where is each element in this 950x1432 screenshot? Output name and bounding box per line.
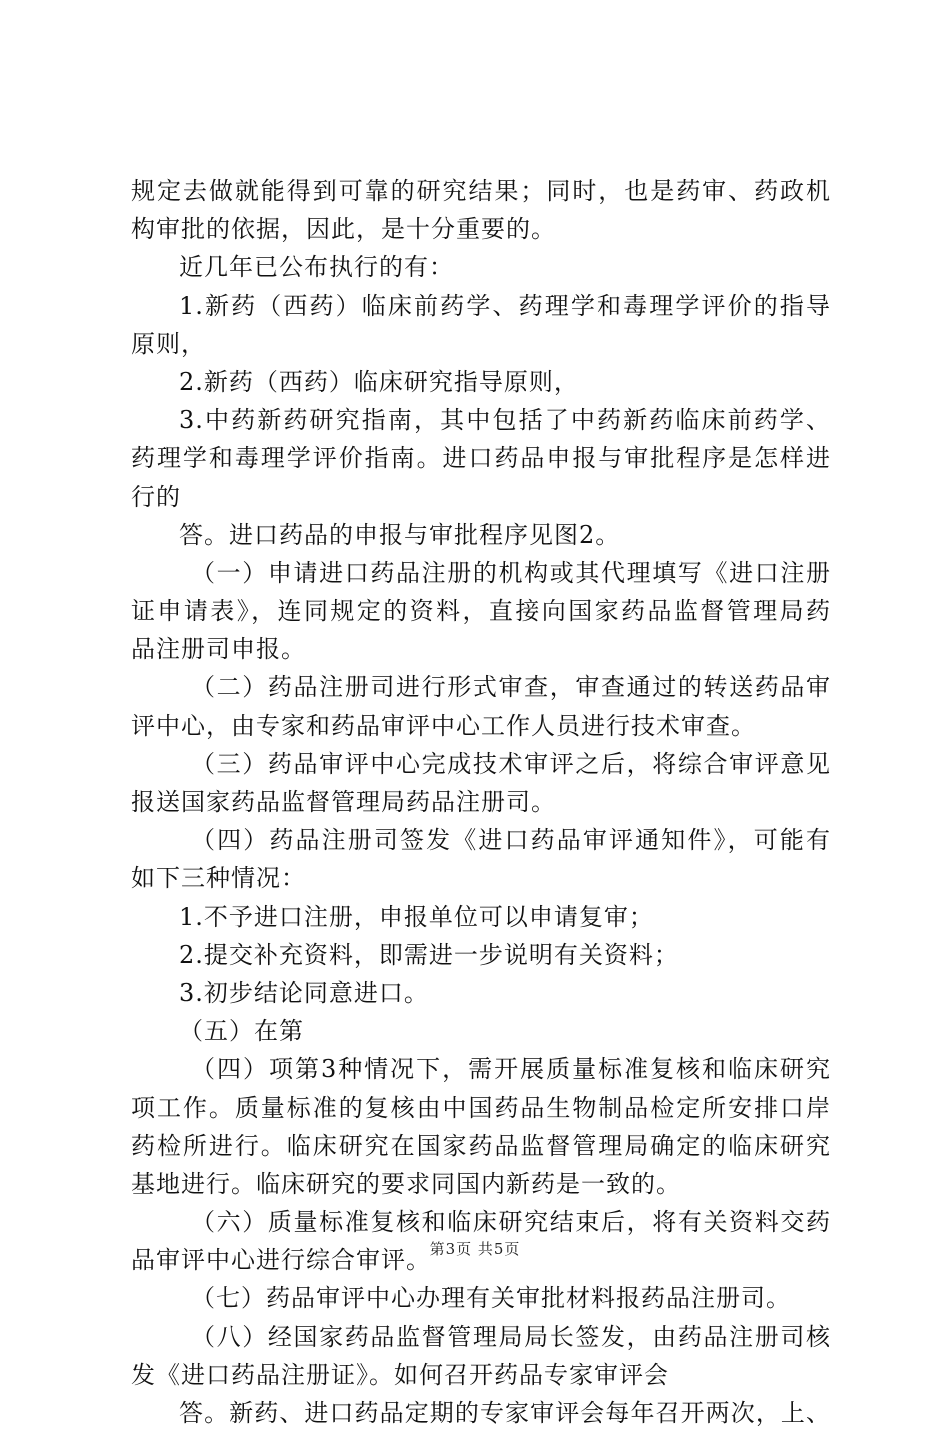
text-line: 3.中药新药研究指南，其中包括了中药新药临床前药学、	[179, 406, 831, 435]
text-line: 药理学和毒理学评价指南。进口药品申报与审批程序是怎样进	[131, 444, 831, 473]
text-line: 证申请表》，连同规定的资料，直接向国家药品监督管理局药	[131, 597, 831, 626]
text-line: （三）药品审评中心完成技术审评之后，将综合审评意见	[191, 749, 831, 778]
text-line: 项工作。质量标准的复核由中国药品生物制品检定所安排口岸	[131, 1093, 831, 1122]
text-line: 报送国家药品监督管理局药品注册司。	[131, 788, 556, 816]
text-line: 行的	[131, 482, 181, 511]
text-line: 2.提交补充资料，即需进一步说明有关资料；	[179, 940, 679, 969]
text-line: 品审评中心进行综合审评。	[131, 1246, 431, 1275]
text-line: 1.不予进口注册，申报单位可以申请复审；	[179, 902, 654, 931]
text-line: （八）经国家药品监督管理局局长签发，由药品注册司核	[191, 1322, 831, 1351]
text-line: 发《进口药品注册证》。如何召开药品专家审评会	[131, 1360, 669, 1389]
text-line: 基地进行。临床研究的要求同国内新药是一致的。	[131, 1169, 681, 1198]
text-line: 评中心，由专家和药品审评中心工作人员进行技术审查。	[131, 711, 756, 740]
text-line: （四）项第3种情况下，需开展质量标准复核和临床研究	[191, 1055, 831, 1084]
text-line: （四）药品注册司签发《进口药品审评通知件》，可能有	[191, 826, 831, 855]
text-line: （七）药品审评中心办理有关审批材料报药品注册司。	[191, 1284, 791, 1313]
text-line: （五）在第	[179, 1017, 304, 1046]
text-line: 药检所进行。临床研究在国家药品监督管理局确定的临床研究	[131, 1131, 831, 1160]
text-line: 原则，	[131, 329, 206, 358]
text-line: 答。新药、进口药品定期的专家审评会每年召开两次，上、	[179, 1399, 831, 1427]
text-line: 3.初步结论同意进口。	[179, 978, 429, 1007]
text-line: （二）药品注册司进行形式审查，审查通过的转送药品审	[191, 673, 831, 702]
text-line: 规定去做就能得到可靠的研究结果；同时，也是药审、药政机	[131, 177, 831, 205]
text-line: 2.新药（西药）临床研究指导原则，	[179, 367, 579, 396]
text-line: 品注册司申报。	[131, 635, 306, 664]
text-line: （六）质量标准复核和临床研究结束后，将有关资料交药	[191, 1208, 831, 1237]
page-footer: 第3页 共5页	[429, 1240, 521, 1258]
text-line: 答。进口药品的申报与审批程序见图2。	[179, 520, 621, 549]
text-line: 近几年已公布执行的有：	[179, 253, 454, 282]
text-line: 构审批的依据，因此，是十分重要的。	[131, 215, 556, 244]
text-line: （一）申请进口药品注册的机构或其代理填写《进口注册	[191, 558, 831, 587]
text-line: 1.新药（西药）临床前药学、药理学和毒理学评价的指导	[179, 291, 831, 320]
text-line: 如下三种情况：	[131, 864, 306, 893]
